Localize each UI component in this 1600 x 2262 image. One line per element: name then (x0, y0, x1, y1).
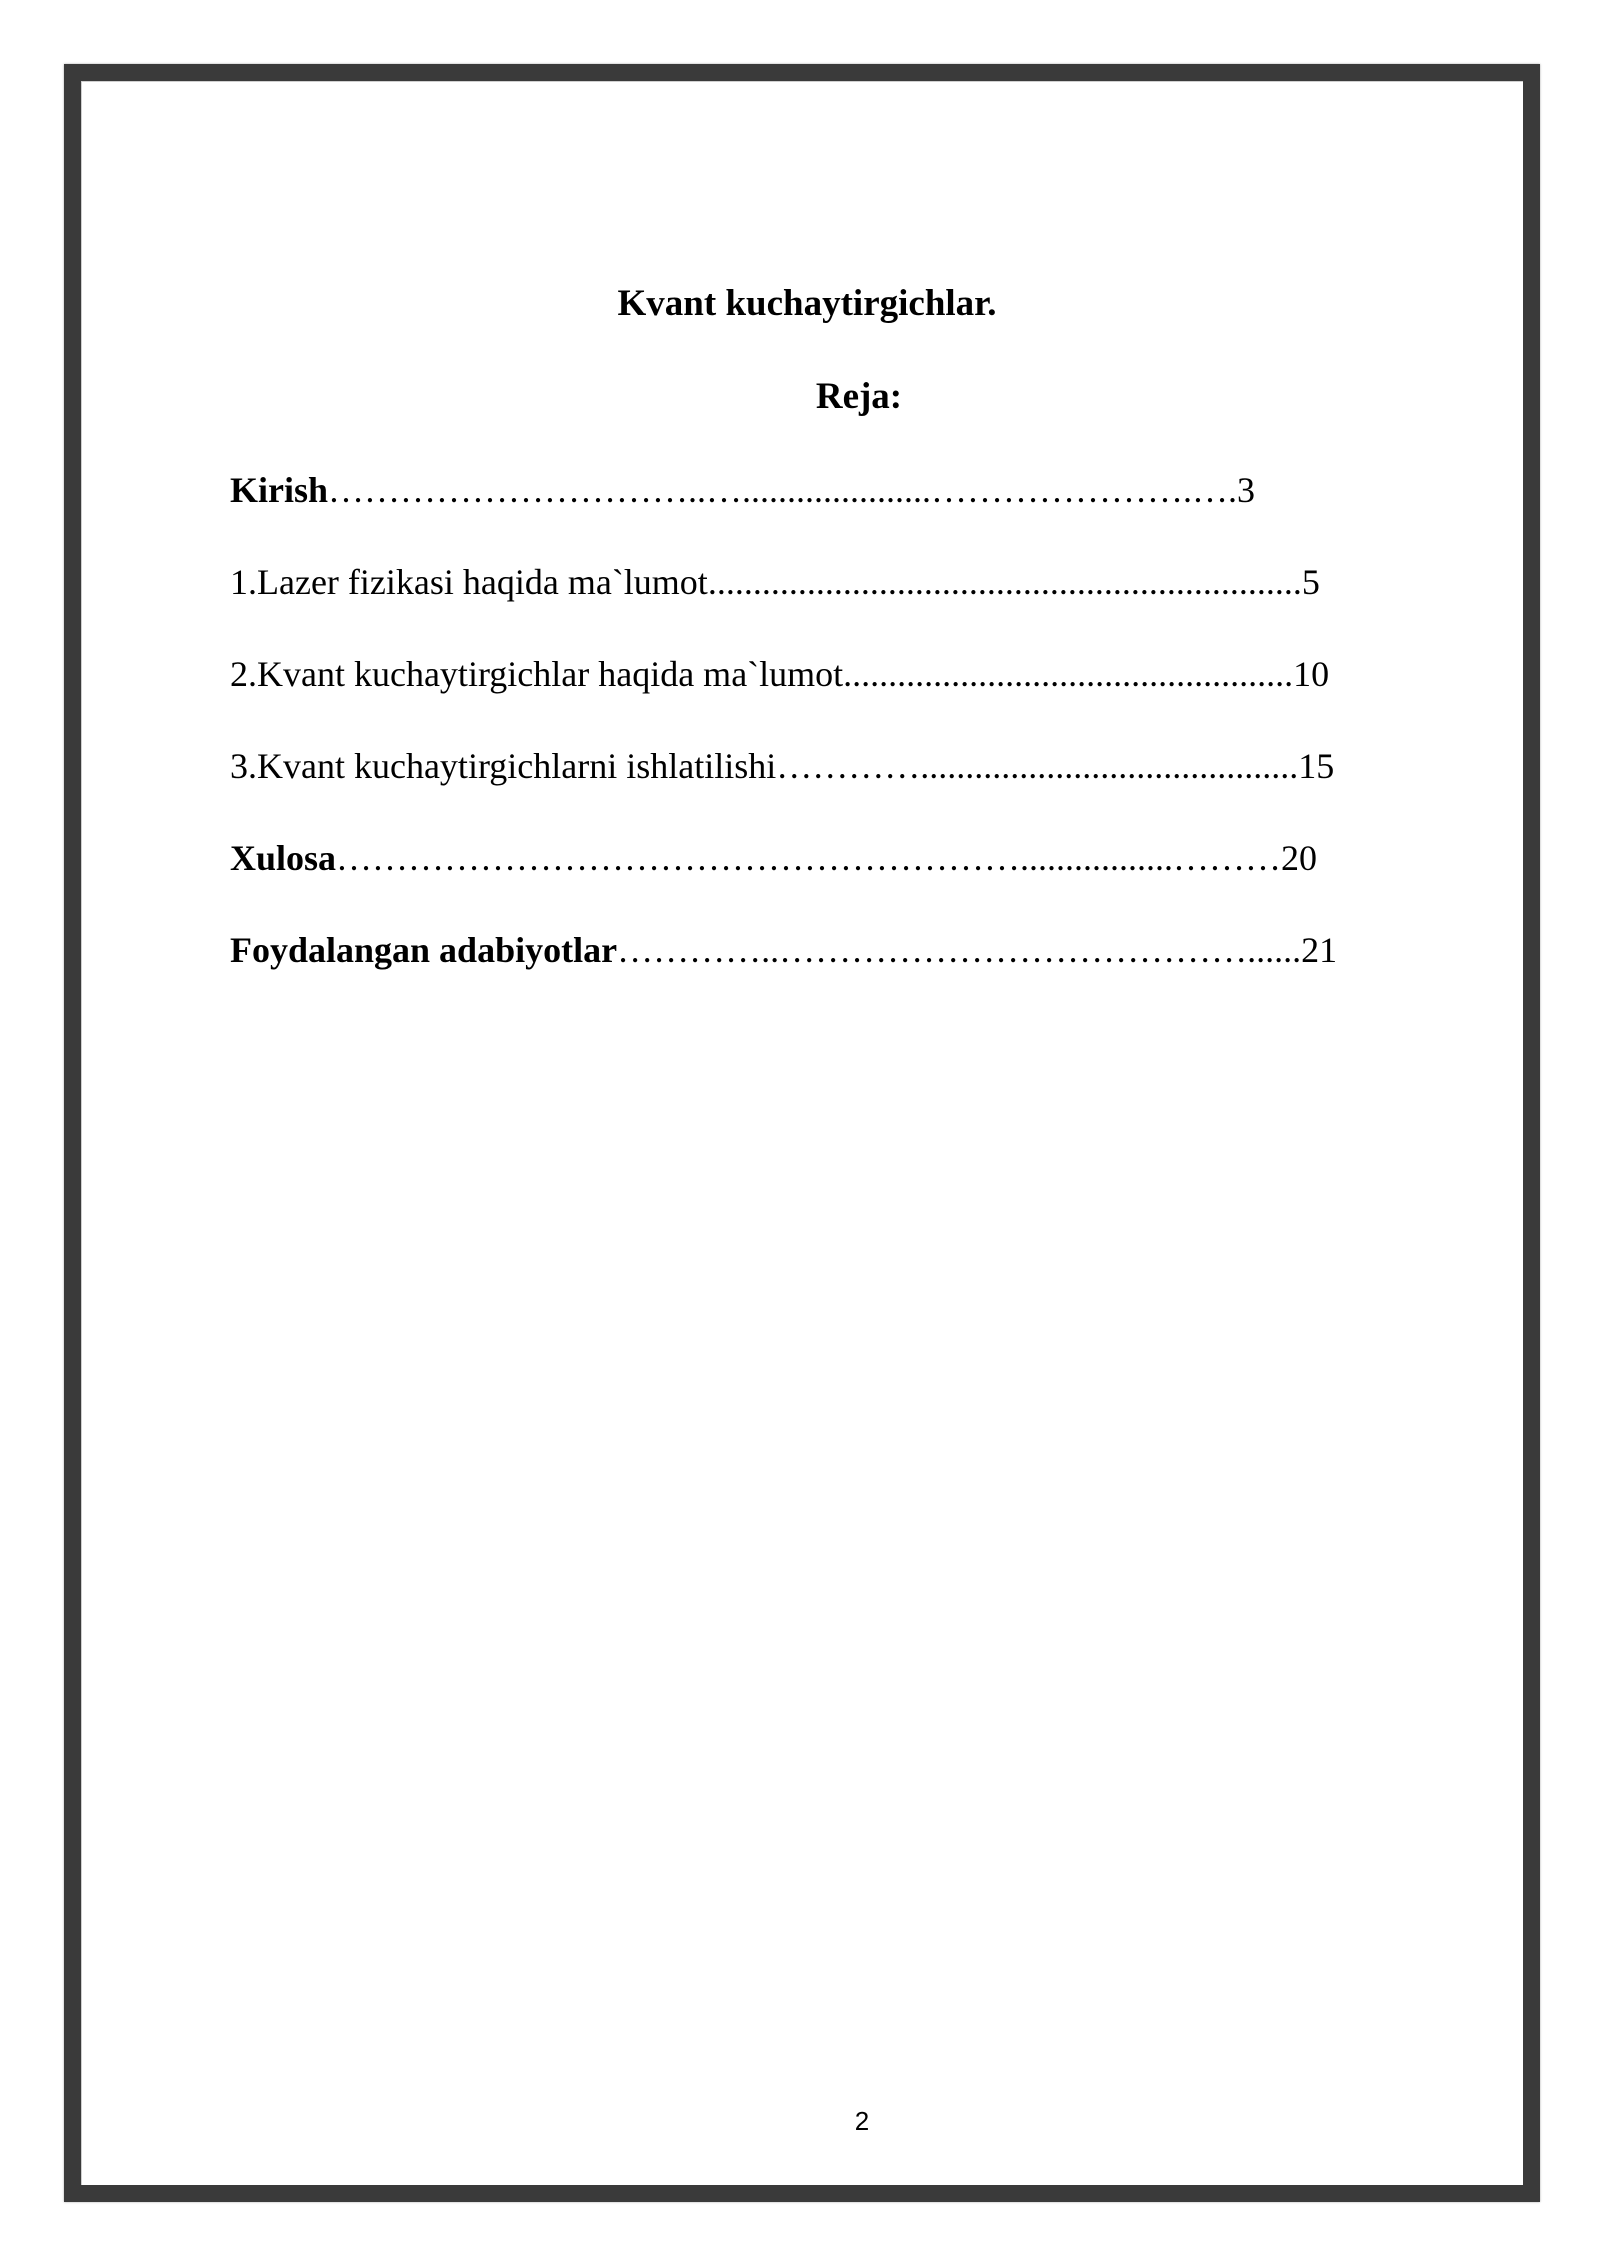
document-title: Kvant kuchaytirgichlar. (617, 283, 997, 324)
toc-entry-page: 21 (1301, 930, 1338, 970)
toc-entry-label: 1.Lazer fizikasi haqida ma`lumot (230, 562, 708, 602)
toc-entry-leader: ………………………………………………….................……… (336, 838, 1282, 878)
toc-entry-kirish (230, 468, 1337, 560)
toc-entry-lazer-fizikasi (230, 560, 1337, 652)
toc-entry-leader: .................................................. (843, 654, 1294, 694)
toc-entry-label: Kirish (230, 470, 329, 510)
toc-entry-label: Xulosa (230, 838, 337, 878)
toc-entry-page: 20 (1281, 838, 1318, 878)
toc-entry-ishlatilishi (230, 744, 1337, 836)
toc-entry-leader: …………..…………………………………...... (617, 930, 1302, 970)
toc-entry-leader: …………………………..….....................………………….…. (328, 470, 1238, 510)
toc-entry-page: 15 (1298, 746, 1335, 786)
toc-entry-label: 3.Kvant kuchaytirgichlarni ishlatilishi (230, 746, 777, 786)
toc-entry-leader: ………….......................................... (776, 746, 1299, 786)
toc-entry-adabiyotlar (230, 928, 1337, 1020)
toc-entry-label: Foydalangan adabiyotlar (230, 930, 618, 970)
toc-entry-page: 3 (1237, 470, 1256, 510)
toc-entry-page: 5 (1301, 562, 1320, 602)
toc-entry-kvant-kuchaytirgichlar (230, 652, 1337, 744)
plan-heading: Reja: (815, 376, 903, 417)
toc-entry-page: 10 (1293, 654, 1330, 694)
table-of-contents (230, 468, 1337, 1020)
toc-entry-xulosa (230, 836, 1337, 928)
page-number: 2 (854, 2106, 870, 2136)
toc-entry-label: 2.Kvant kuchaytirgichlar haqida ma`lumot (230, 654, 844, 694)
toc-entry-leader: .................................................................. (707, 562, 1302, 602)
